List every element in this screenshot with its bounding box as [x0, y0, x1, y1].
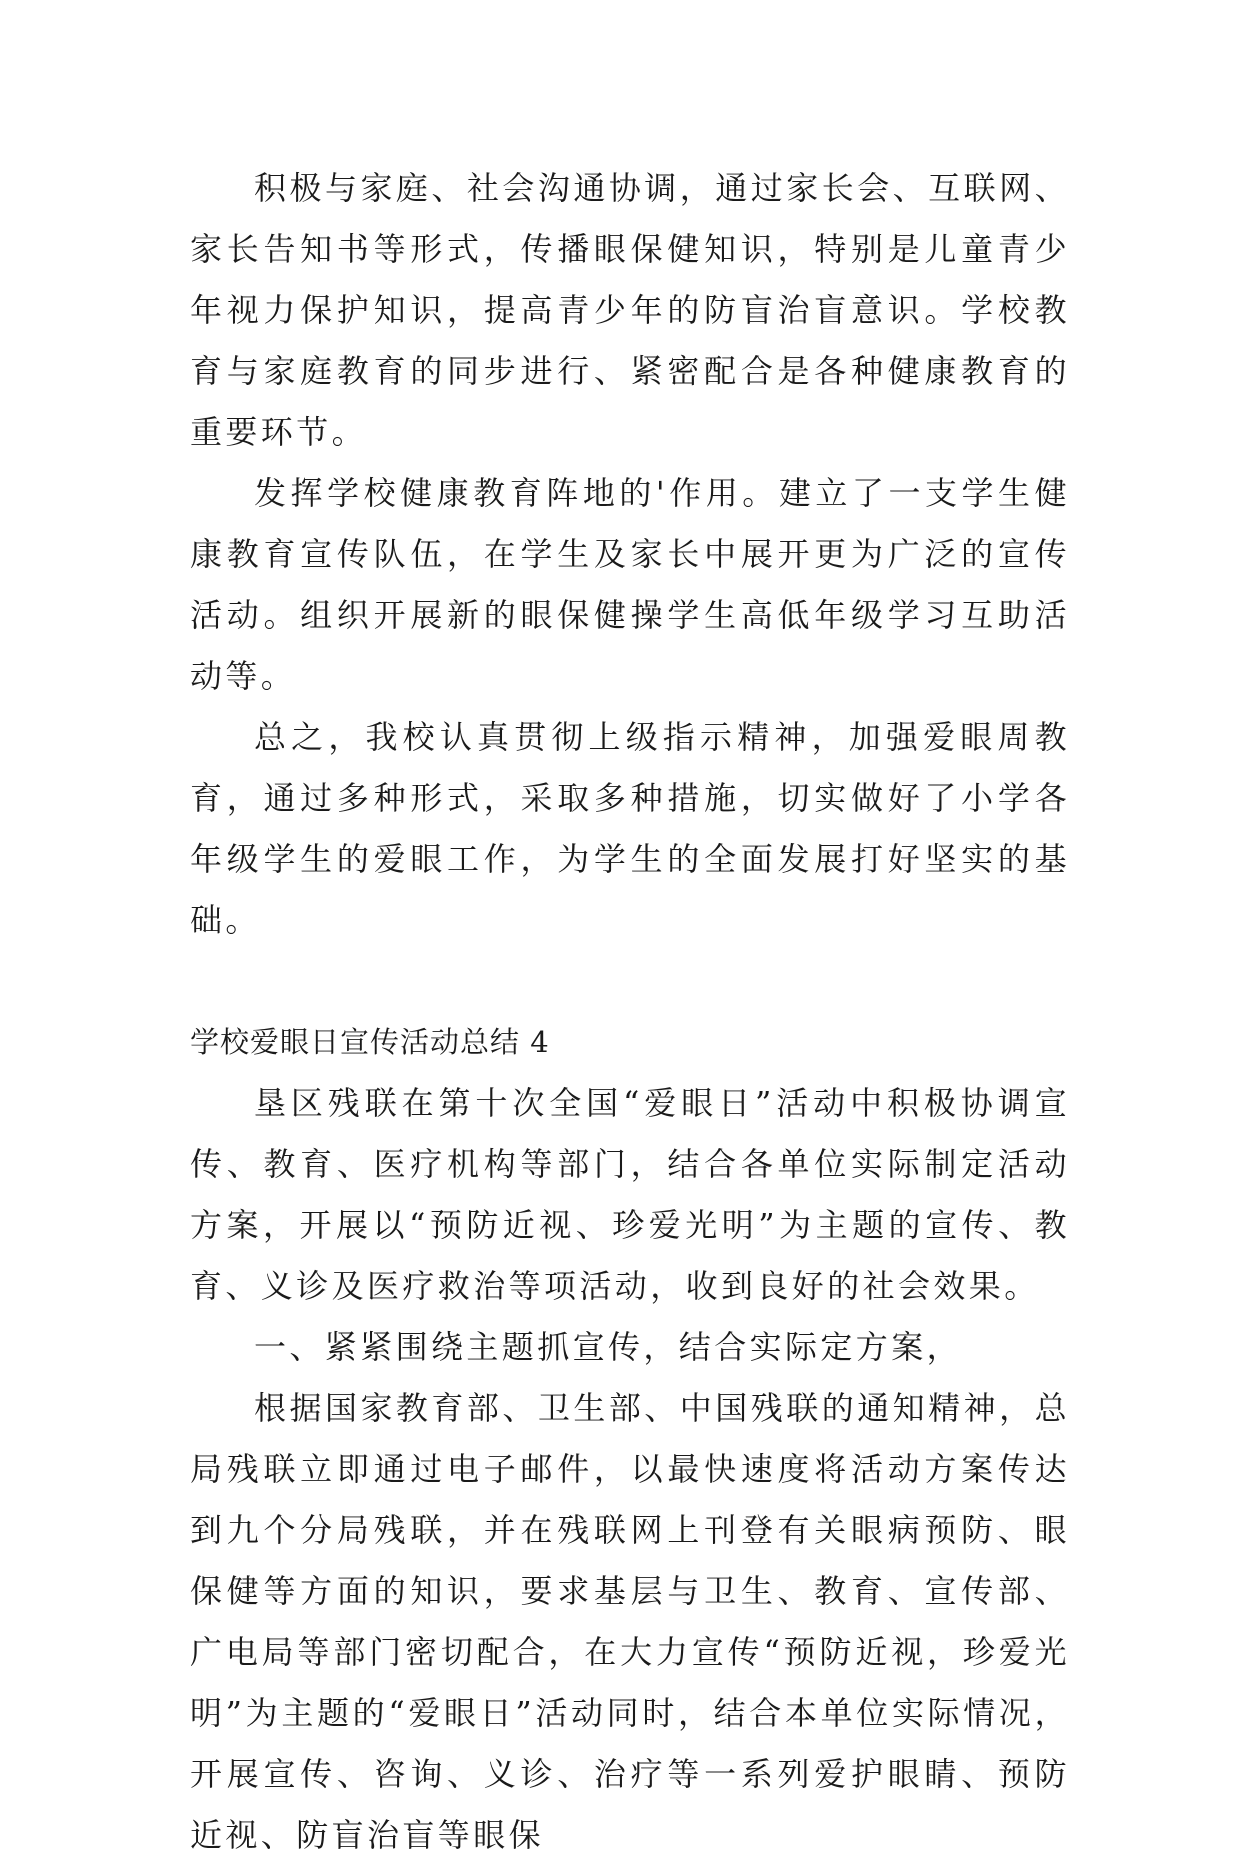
subsection-title: 一、紧紧围绕主题抓宣传，结合实际定方案，	[254, 1328, 963, 1366]
section-heading: 学校爱眼日宣传活动总结 4	[190, 1025, 550, 1059]
paragraph-school-education-role: 发挥学校健康教育阵地的'作用。建立了一支学生健康教育宣传队伍，在学生及家长中展开更为广泛的宣传活动。组织开展新的眼保健操学生高低年级学习互助活动等。	[190, 474, 1070, 695]
paragraph-notice-spirit: 根据国家教育部、卫生部、中国残联的通知精神，总局残联立即通过电子邮件，以最快速度将活动方案传达到九个分局残联，并在残联网上刊登有关眼病预防、眼保健等方面的知识，要求基层与卫生、教育、宣传部、广电局等部门密切配合，在大力宣传“预防近视，珍爱光明”为主题的“爱眼日”活动同时，结合本单位实际情况，开展宣传、咨询、义诊、治疗等一系列爱护眼睛、预防近视、防盲治盲等眼保	[190, 1389, 1070, 1854]
paragraph-summary: 总之，我校认真贯彻上级指示精神，加强爱眼周教育，通过多种形式，采取多种措施，切实做好了小学各年级学生的爱眼工作，为学生的全面发展打好坚实的基础。	[190, 718, 1070, 939]
document-body	[190, 158, 1070, 1866]
paragraph-disability-federation-intro: 垦区残联在第十次全国“爱眼日”活动中积极协调宣传、教育、医疗机构等部门，结合各单位实际制定活动方案，开展以“预防近视、珍爱光明”为主题的宣传、教育、义诊及医疗救治等项活动，收到良好的社会效果。	[190, 1084, 1070, 1305]
paragraph-family-communication: 积极与家庭、社会沟通协调，通过家长会、互联网、家长告知书等形式，传播眼保健知识，特别是儿童青少年视力保护知识，提高青少年的防盲治盲意识。学校教育与家庭教育的同步进行、紧密配合是各种健康教育的重要环节。	[190, 169, 1070, 451]
